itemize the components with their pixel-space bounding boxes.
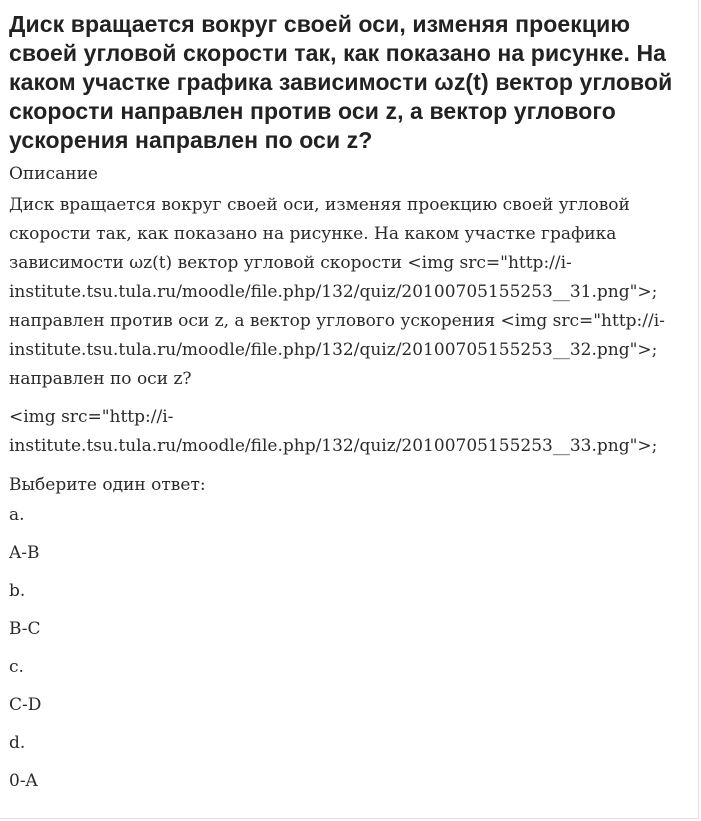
answer-option-d[interactable]: 0-A [9,771,38,791]
description-paragraph: Диск вращается вокруг своей оси, изменяя проекцию своей угловой скорости так, как показано на рисунке. На каком участке графика зависимости ωz(t) вектор угловой скорости <img src="http://i-institute.tsu.tula.ru/moodle/file.php/132/quiz/20100705155253__31.png">; направлен против оси z, а вектор углового ускорения <img src="http://i-institute.tsu.tula.ru/moodle/file.php/132/quiz/20100705155253__32.png">; направлен по оси z? [9,195,665,389]
answer-list [9,504,688,792]
answer-letter-b: b. [9,581,26,601]
description-text [9,191,688,461]
question-title: Диск вращается вокруг своей оси, изменяя проекцию своей угловой скорости так, как показано на рисунке. На каком участке графика зависимости ωz(t) вектор угловой скорости направлен против оси z, а вектор углового ускорения направлен по оси z? [9,11,673,153]
answer-letter-c: c. [9,657,24,677]
answer-option-a[interactable]: A-B [9,543,40,563]
answer-option-c[interactable]: C-D [9,695,42,715]
description-paragraph: <img src="http://i-institute.tsu.tula.ru/moodle/file.php/132/quiz/20100705155253__33.png">; [9,407,658,456]
answer-option-b[interactable]: B-C [9,619,41,639]
answer-letter-d: d. [9,733,26,753]
answer-prompt: Выберите один ответ: [9,475,206,495]
answer-letter-a: a. [9,505,25,525]
description-label: Описание [9,164,98,184]
